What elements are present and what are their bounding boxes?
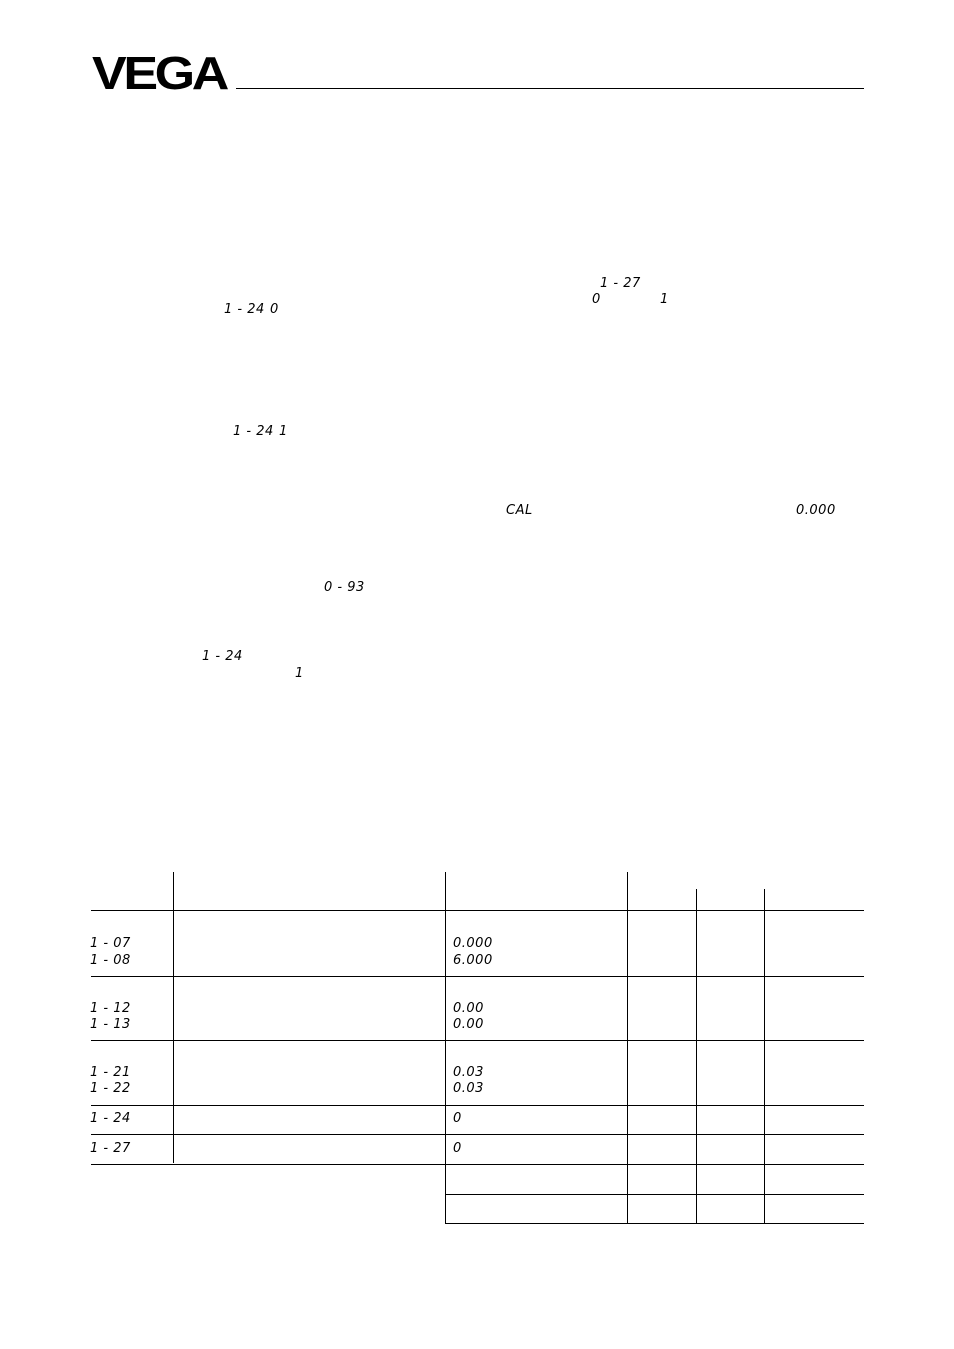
- param-value: 1: [279, 424, 288, 439]
- table-row-rule: [91, 976, 864, 977]
- param-value: 0.00: [453, 1017, 484, 1032]
- param-value: 6.000: [453, 953, 493, 968]
- param-code: 1 - 24: [233, 424, 274, 439]
- param-code: 1 - 21: [90, 1065, 131, 1080]
- header-rule: [236, 88, 864, 89]
- table-row-rule: [445, 1194, 864, 1195]
- param-value: 0: [592, 292, 601, 307]
- param-code: 1 - 12: [90, 1001, 131, 1016]
- table-column-divider: [764, 889, 765, 1223]
- table-column-divider: [173, 872, 174, 1163]
- param-value: 0.000: [796, 503, 836, 518]
- table-column-divider: [627, 872, 628, 1223]
- cal-label: CAL: [506, 503, 533, 518]
- param-value: 0.000: [453, 936, 493, 951]
- param-code: 1 - 13: [90, 1017, 131, 1032]
- table-bottom-rule: [445, 1223, 864, 1224]
- param-value: 0.03: [453, 1065, 484, 1080]
- param-code: 1 - 24: [90, 1111, 131, 1126]
- param-code: 1 - 22: [90, 1081, 131, 1096]
- param-code: 1 - 24: [224, 302, 265, 317]
- param-value: 0.00: [453, 1001, 484, 1016]
- param-value: 0: [453, 1111, 462, 1126]
- param-value: 0: [453, 1141, 462, 1156]
- table-row-rule: [91, 1164, 864, 1165]
- param-value: 0: [270, 302, 279, 317]
- table-row-rule: [91, 1040, 864, 1041]
- svg-text:VEGA: VEGA: [92, 54, 228, 92]
- param-code: 1 - 07: [90, 936, 131, 951]
- vega-logo: [92, 54, 228, 92]
- param-code: 1 - 24: [202, 649, 243, 664]
- table-row-rule: [91, 1134, 864, 1135]
- table-row-rule: [91, 1105, 864, 1106]
- param-value: 1: [295, 666, 304, 681]
- table-column-divider: [696, 889, 697, 1223]
- param-value: 0.03: [453, 1081, 484, 1096]
- param-range: 0 - 93: [324, 580, 365, 595]
- param-code: 1 - 08: [90, 953, 131, 968]
- table-header-rule: [91, 910, 864, 911]
- param-code: 1 - 27: [90, 1141, 131, 1156]
- param-value: 1: [660, 292, 669, 307]
- param-code: 1 - 27: [600, 276, 641, 291]
- table-column-divider: [445, 872, 446, 1223]
